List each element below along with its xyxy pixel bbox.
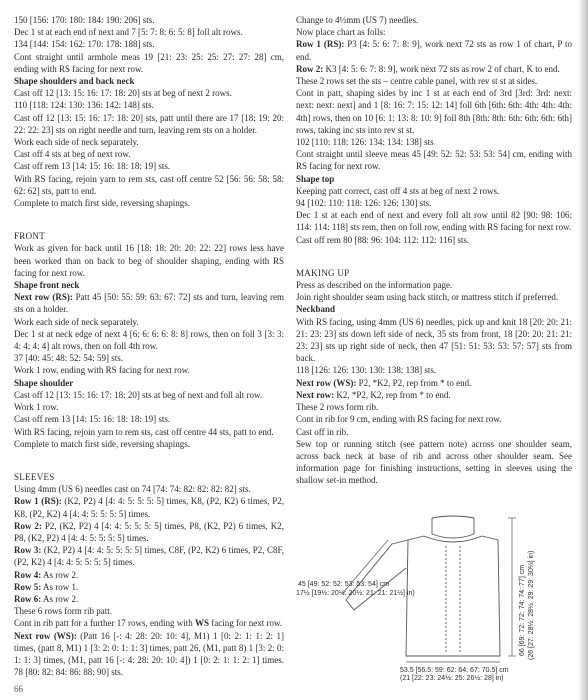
row-label: Next row (WS): [14, 630, 77, 641]
row-label: Row 6: [14, 593, 42, 604]
front-next-row [14, 291, 284, 315]
neckline [424, 536, 482, 542]
row-text: As row 1. [41, 581, 79, 592]
sweater-schematic-diagram [296, 506, 572, 682]
shape-shoulders-heading: Shape shoulders and back neck [14, 76, 135, 87]
body-outline [406, 536, 500, 656]
neck-cast-off: Cast off 4 sts at beg of next row. [14, 149, 131, 160]
shoulder-patt-instruction: Cast off 12 [13: 15: 16: 17: 18: 20] sts, patt until there are 17 [18: 19: 20: 22: 22: 23] sts on right needle and turn, leaving rem sts on a holder. [14, 112, 284, 135]
shoulder-stitch-count: 110 [118: 124: 130: 136: 142: 148] sts. [14, 100, 154, 111]
rib-patt-note: These 6 rows form rib patt. [14, 606, 112, 617]
row-text: (K2, P2) 4 [4: 4: 5: 5: 5: 5] times, K8, (P2, K2) 6 times, P2, K8, (P2, K2) 4 [4: 4: 5: 5: 5: 5] times. [14, 496, 284, 519]
neckband-row-ws [296, 377, 572, 389]
front-cast-off-rem: Cast off rem 13 [14: 15: 16: 18: 18: 19] sts. [14, 414, 171, 425]
sleeve-row-1 [14, 495, 284, 519]
complete-match-back: Complete to match first side, reversing shapings. [14, 198, 190, 209]
body-length-label: 66 [69: 72: 72: 74: 74: 77] cm [519, 564, 526, 656]
row-label: Next row: [296, 389, 335, 400]
width-in-label: (21 [22: 23: 24½: 25: 26½: 28] in) [400, 675, 504, 682]
neckband-stitch-count: 118 [126: 126: 130: 130: 138: 138] sts. [296, 365, 437, 376]
top-stitch-count: 94 [102: 110: 118: 126: 126: 130] sts. [296, 198, 432, 209]
row-text: P3 [4: 5: 6: 7: 8: 9], work next 72 sts as row 1 of chart, P to end. [296, 39, 573, 62]
row-label: Next row (WS): [296, 377, 357, 388]
finishing-instructions: Sew top or running stitch (see pattern note) across one shoulder seam, across back neck at base of rib and across other shoulder seam. See information page for finishing instructions, setting in sleeves using the shallow set-in method. [296, 438, 572, 486]
front-stitch-count: 37 [40: 45: 48: 52: 54: 59] sts. [14, 353, 124, 364]
front-work-one-row: Work 1 row. [14, 402, 59, 413]
row-label: Row 1 (RS): [14, 496, 62, 507]
top-cast-off: Keeping patt correct, cast off 4 sts at beg of next 2 rows. [296, 185, 500, 196]
row-text: P2, (K2, P2) 4 [4: 4: 5: 5: 5: 5] times, P8, (K2, P2) 6 times, K2, P8, (K2, P2) 4 [4: 4: 5: 5: 5: 5] times. [14, 520, 284, 543]
sleeve-cast-on: Using 4mm (US 6) needles cast on 74 [74: 74: 82: 82: 82: 82] sts. [14, 484, 251, 495]
sleeve-row-4 [14, 569, 284, 581]
row-label: Row 1 (RS): [296, 39, 345, 50]
shape-top-heading: Shape top [296, 173, 335, 184]
sleeve-length-label: 45 [49: 52: 52: 53: 53: 54] cm [298, 581, 390, 588]
sleeves-section-title: SLEEVES [14, 471, 55, 482]
place-chart: Now place chart as folls: [296, 27, 386, 38]
row-label: Row 5: [14, 581, 42, 592]
rib-cont-text: Cont in rib patt for a further 17 rows, ending with [14, 618, 195, 629]
rib-form-note: These 2 rows form rib. [296, 402, 379, 413]
row-text: (K2, P2) 4 [4: 4: 5: 5: 5: 5] times, C8F, (P2, K2) 6 times, P2, C8F, (P2, K2) 4 [4: 4: 5: 5: 5: 5] times. [14, 545, 285, 568]
row-label: Next row (RS): [14, 292, 73, 303]
sleeve-cont-straight: Cont straight until sleeve meas 45 [49: 52: 52: 53: 53: 54] cm, ending with RS facing for next row. [296, 149, 572, 172]
front-section-title: FRONT [14, 231, 46, 242]
row-text: K2, *P2, K2, rep from * to end. [334, 389, 451, 400]
cable-panel [446, 546, 460, 652]
rib-cont-instruction [14, 617, 284, 629]
sleeve-row-2 [14, 520, 284, 544]
row-text: P2, *K2, P2, rep from * to end. [356, 377, 472, 388]
front-intro: Work as given for back until 16 [18: 18: 20: 20: 22: 22] rows less have been worked than on back to beg of shoulder shaping, ending with RS facing for next row. [14, 243, 284, 278]
shoulder-cast-off: Cast off 12 [13: 15: 16: 17: 18: 20] sts at beg of next 2 rows. [14, 88, 232, 99]
cast-off-rib: Cast off in rib. [296, 426, 349, 437]
row-text: Patt 45 [50: 55: 59: 63: 67: 72] sts and turn, leaving rem sts on a holder. [14, 292, 284, 315]
front-rejoin-yarn: With RS facing, rejoin yarn to rem sts, cast off centre 44 sts, patt to end. [14, 426, 274, 437]
sleeve-next-row-ws [14, 630, 284, 679]
chart-row-2 [296, 63, 572, 75]
back-stitch-count-2: 134 [144: 154: 162: 170: 178: 188] sts. [14, 39, 155, 50]
join-shoulder: Join right shoulder seam using back stitch, or mattress stitch if preferred. [296, 292, 559, 303]
row-label: Row 4: [14, 569, 42, 580]
book-spine-shadow [578, 0, 588, 700]
neckband-base [432, 534, 474, 538]
row-text: (Patt 16 [-: 4: 28: 20: 10: 4], M1) 1 [0: 2: 1: 1: 2: 1] times, (patt 8, M1) 1 [3: 2: 0: 1: 1: 3] times, patt 26, (M1, patt 8) 1 [3: 2: 0: 1: 1: 3] times, (M1, patt 16 [-: 4: 28: 20: 10: 4]) 1 [0: 2: 1: 1: 2: 1] times. 78 [80: 82: 84: 86: 88: 90] sts. [14, 630, 284, 678]
row-text: K3 [4: 5: 6: 7: 8: 9], work next 72 sts as row 2 of chart, K to end. [323, 63, 560, 74]
neck-separately: Work each side of neck separately. [14, 137, 139, 148]
making-up-section-title: MAKING UP [296, 267, 350, 278]
needle-change: Change to 4½mm (US 7) needles. [296, 15, 419, 25]
front-shoulder-cast-off: Cast off 12 [13: 15: 16: 17: 18: 20] sts at beg of next and foll alt row. [14, 389, 263, 400]
top-cast-off-rem: Cast off rem 80 [88: 96: 104: 112: 112: 116] sts. [296, 234, 470, 245]
row-label: Row 2: [14, 520, 42, 531]
sleeve-length-in-label: 17½ [19½: 20½: 20½: 21: 21: 21½] in) [296, 590, 415, 597]
row-text: As row 2. [41, 593, 79, 604]
row-label: Row 2: [296, 63, 324, 74]
rib-cont-9cm: Cont in rib for 9 cm, ending with RS facing for next row. [296, 414, 502, 425]
front-complete-match: Complete to match first side, reversing shapings. [14, 438, 190, 449]
sleeve-row-6 [14, 593, 284, 605]
back-stitch-count: 150 [156: 170: 180: 184: 190: 206] sts. [14, 15, 155, 25]
sleeve-shaping: Cont in patt, shaping sides by inc 1 st at each end of 3rd [3rd: 3rd: next: next: next: next] and 1 [8: 16: 7: 15: 12: 14] foll 6th [6th: 6th: 4th: 4th: 4th: 4th] rows, then on 10 [6: 1: 13: 8: 10: 9] foll 8th [8th: 8th: 6th: 6th: 6th: 6th] rows, taking inc sts into rev st st. [296, 88, 572, 135]
sleeve-row-3 [14, 544, 284, 568]
neckband-pick-up: With RS facing, using 4mm (US 6) needles, pick up and knit 18 [20: 20: 21: 21: 23: 23] sts down left side of neck, 35 sts from front, 18 [20: 20: 21: 21: 23: 23] sts up right side of neck, then 47 [51: 51: 53: 53: 57: 57] sts from back. [296, 316, 572, 364]
shape-shoulder-heading: Shape shoulder [14, 377, 74, 388]
chart-row-1 [296, 38, 572, 62]
rib-cont-text-end: facing for next row. [208, 618, 283, 629]
sleeve-outline [346, 540, 408, 610]
neck-cast-off-rem: Cast off rem 13 [14: 15: 16: 18: 18: 19] sts. [14, 161, 171, 172]
page-number: 66 [14, 684, 23, 694]
neckband-heading: Neckband [296, 304, 336, 315]
shape-front-neck-heading: Shape front neck [14, 280, 80, 291]
neckband-sides [432, 518, 474, 534]
neckband-row-next [296, 389, 572, 401]
left-column [14, 14, 284, 678]
ws-label: WS [194, 618, 209, 629]
sleeve-row-5 [14, 581, 284, 593]
back-dec-instruction: Dec 1 st at each end of next and 7 [5: 7: 8: 6: 5: 8] foll alt rows. [14, 27, 243, 38]
armhole-instruction: Cont straight until armhole meas 19 [21: 23: 25: 25: 27: 27: 28] cm, ending with RS facing for next row. [14, 51, 284, 74]
row-label: Row 3: [14, 545, 42, 556]
front-neck-dec: Dec 1 st at neck edge of next 4 [6: 6: 6: 6: 8: 8] rows, then on foll 3 [3: 3: 4: 4: 4: 4] alt rows, then on foll 4th row. [14, 328, 284, 352]
sleeve-stitch-count: 102 [110: 118: 126: 134: 134: 138] sts [296, 137, 434, 148]
right-column [296, 14, 572, 487]
front-neck-separately: Work each side of neck separately. [14, 316, 139, 327]
rejoin-yarn-back: With RS facing, rejoin yarn to rem sts, cast off centre 52 [56: 56: 58: 58: 62: 62] sts, patt to end. [14, 173, 284, 196]
front-work-row: Work 1 row, ending with RS facing for next row. [14, 365, 190, 376]
top-dec: Dec 1 st at each end of next and every foll alt row until 82 [90: 98: 106: 114: 114: 118] sts rem, then on foll row, ending with RS facing for next row. [296, 210, 572, 233]
neckband-top [432, 516, 474, 518]
body-length-in-label: (26 [27: 28½: 28½: 29: 29: 30½] in) [528, 550, 535, 660]
press-instruction: Press as described on the information page. [296, 280, 453, 291]
chart-rows-note: These 2 rows set the sts – centre cable panel, with rev st st at sides. [296, 76, 538, 87]
row-text: As row 2. [41, 569, 79, 580]
width-label: 53.5 [56.5: 59: 62: 64: 67: 70.5] cm [400, 667, 509, 674]
